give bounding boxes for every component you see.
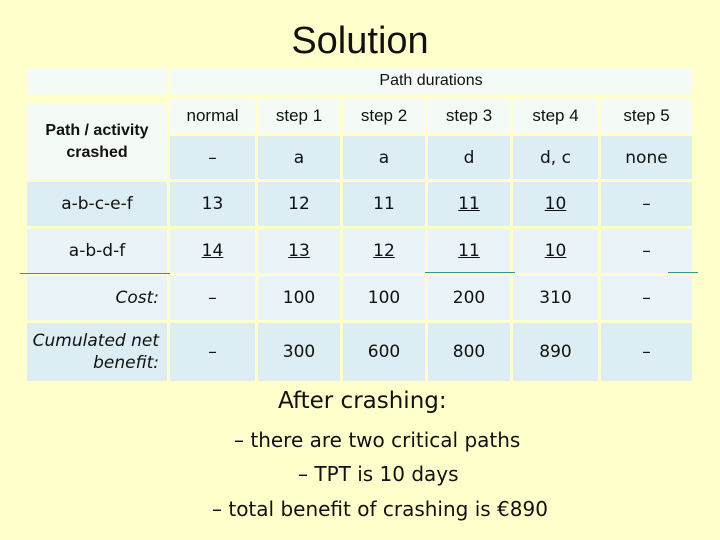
note-bullet: – total benefit of crashing is €890 xyxy=(212,497,548,521)
note-bullet: – TPT is 10 days xyxy=(298,462,459,486)
table-divider xyxy=(425,272,515,273)
table-corner-cell xyxy=(27,68,167,94)
benefit-value: 800 xyxy=(428,323,510,381)
column-header-step-4: step 4 xyxy=(513,99,598,133)
cost-label: Cost: xyxy=(27,276,167,320)
path-duration: – xyxy=(601,229,692,273)
crashed-cell: d, c xyxy=(513,136,598,179)
benefit-value: 300 xyxy=(258,323,340,381)
column-header-step-5: step 5 xyxy=(601,99,692,133)
benefit-value: 600 xyxy=(343,323,425,381)
critical-duration: 11 xyxy=(458,194,480,214)
benefit-value: – xyxy=(170,323,255,381)
after-crashing-heading: After crashing: xyxy=(278,388,447,414)
critical-duration: 10 xyxy=(544,194,567,214)
crashed-cell: none xyxy=(601,136,692,179)
path-duration: 13 xyxy=(170,182,255,226)
cost-value: 100 xyxy=(258,276,340,320)
path-name: a-b-d-f xyxy=(27,229,167,273)
path-duration: 12 xyxy=(258,182,340,226)
path-duration: – xyxy=(601,182,692,226)
critical-duration: 12 xyxy=(373,241,395,261)
critical-duration: 10 xyxy=(544,241,567,261)
path-durations-header: Path durations xyxy=(170,68,692,94)
crashed-cell: a xyxy=(343,136,425,179)
critical-duration: 14 xyxy=(201,241,224,261)
path-activity-header: Path / activity crashed xyxy=(27,104,167,180)
cost-value: 200 xyxy=(428,276,510,320)
column-header-step-1: step 1 xyxy=(258,99,340,133)
path-name: a-b-c-e-f xyxy=(27,182,167,226)
column-header-step-3: step 3 xyxy=(428,99,510,133)
crashed-cell: – xyxy=(170,136,255,179)
path-duration: 11 xyxy=(343,182,425,226)
cost-value: 310 xyxy=(513,276,598,320)
crashed-cell: a xyxy=(258,136,340,179)
column-header-normal: normal xyxy=(170,99,255,133)
benefit-value: – xyxy=(601,323,692,381)
cost-value: – xyxy=(170,276,255,320)
critical-duration: 11 xyxy=(458,241,480,261)
crashed-cell: d xyxy=(428,136,510,179)
note-bullet: – there are two critical paths xyxy=(234,428,521,452)
benefit-label: Cumulated net benefit: xyxy=(27,323,167,381)
table-divider xyxy=(668,272,698,273)
cost-value: 100 xyxy=(343,276,425,320)
benefit-value: 890 xyxy=(513,323,598,381)
critical-duration: 13 xyxy=(288,241,310,261)
slide-title: Solution xyxy=(291,20,429,62)
column-header-step-2: step 2 xyxy=(343,99,425,133)
table-divider xyxy=(20,273,170,274)
cost-value: – xyxy=(601,276,692,320)
